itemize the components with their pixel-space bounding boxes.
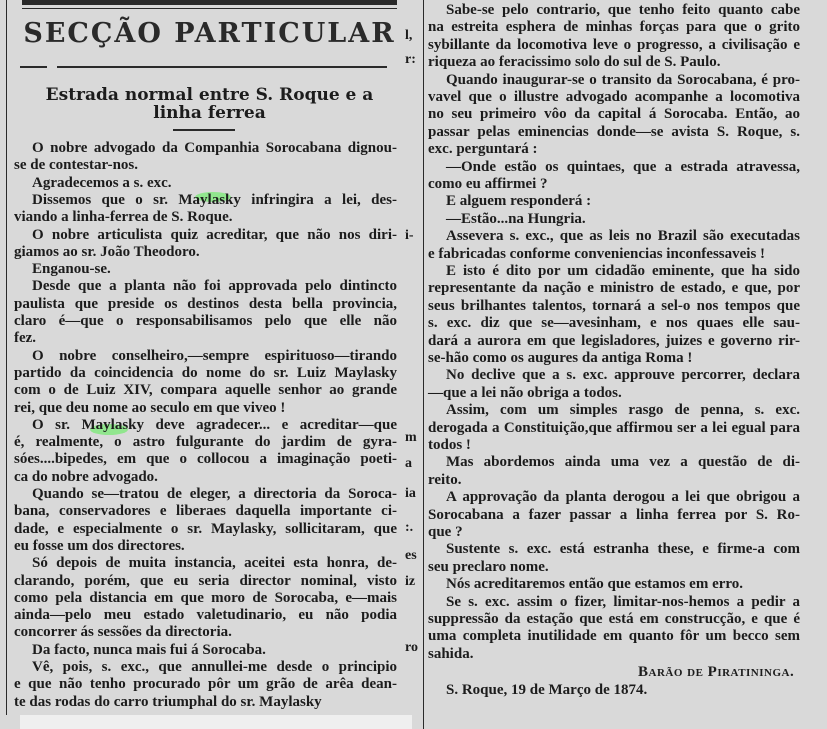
- text-line: sybillante da locomotiva leve o progresso, a civilisação e: [428, 36, 800, 53]
- dateline: S. Roque, 19 de Março de 1874.: [446, 682, 648, 698]
- text-line: exc. perguntará :: [428, 141, 538, 158]
- text-line: —Onde estão os quintaes, que a estrada atravessa,: [446, 158, 800, 175]
- section-title: SECÇÃO PARTICULAR: [23, 18, 396, 49]
- text-line: paulista que preside os destinos desta bella provincia,: [14, 295, 397, 312]
- gutter-fragment: r:: [405, 52, 416, 67]
- gutter-fragment: m: [405, 430, 417, 445]
- text-line: todos !: [428, 437, 471, 453]
- text-line: eu fosse um dos directores.: [14, 537, 185, 554]
- text-line: O sr. Maylasky deve agradecer... e acreditar—que: [32, 416, 397, 433]
- text-line: claro é—que o responsabilisamos pelo que elle não: [14, 313, 397, 329]
- text-line: Sorocabana a fazer passar a linha ferrea por S. Ro-: [428, 506, 800, 523]
- text-line: Vê, pois, s. exc., que annullei-me desde o principio: [32, 659, 397, 675]
- text-line: uma completa inutilidade em quanto fôr um becco sem: [428, 628, 800, 645]
- signature: Barão de Piratininga.: [638, 664, 795, 680]
- text-line: suppressão da estação que está em construcção, e que é: [428, 611, 800, 627]
- text-line: Quando inaugurar-se o transito da Sorocabana, é pro-: [446, 71, 800, 88]
- gutter-fragment: iz: [405, 574, 416, 589]
- text-line: na estreita esphera de minhas forças para que o grito: [428, 19, 800, 36]
- masthead-rule: [20, 66, 47, 68]
- text-line: Agradecemos a s. exc.: [32, 174, 172, 191]
- left-column-border: [6, 0, 7, 715]
- text-line: ca do nobre advogado.: [14, 468, 158, 485]
- text-line: te das rodas do carro triumphal do sr. Maylasky: [14, 693, 322, 710]
- text-line: s. exc. diz que se—avesinham, e nos quaes elle sau-: [428, 315, 800, 332]
- text-line: como pela distancia em que moro de Sorocaba, e—mais: [14, 589, 397, 606]
- text-line: Sabe-se pelo contrario, que tenho feito quanto cabe: [446, 2, 800, 18]
- text-line: Dissemos que o sr. Maylasky infringira a lei, des-: [32, 191, 397, 208]
- text-line: seus brilhantes talentos, tornará a sel-o nos tempos que: [428, 297, 800, 314]
- text-line: ainda—pelo meu estado valetudinario, eu não podia: [14, 607, 397, 624]
- text-line: riqueza ao feracissimo solo do sul de S. Paulo.: [428, 54, 721, 71]
- headline-rule: [173, 129, 235, 131]
- text-line: Da facto, nunca mais fui á Sorocaba.: [32, 641, 266, 658]
- gutter-fragment: :.: [405, 520, 414, 535]
- text-line: concorrer ás sessões da directoria.: [14, 624, 232, 641]
- text-line: No declive que a s. exc. approuve percorrer, declara: [446, 367, 800, 384]
- text-line: rei, que deu nome ao seculo em que viveo !: [14, 399, 286, 416]
- gutter-fragment: ia: [405, 486, 416, 501]
- text-line: se-hão como os augures da antiga Roma !: [428, 350, 693, 366]
- text-line: Desde que a planta não foi approvada pelo dintincto: [32, 278, 397, 295]
- text-line: E alguem responderá :: [446, 193, 592, 210]
- text-line: O nobre advogado da Companhia Sorocabana dignou-: [32, 140, 397, 156]
- text-line: Assim, com um simples rasgo de penna, s. exc.: [446, 402, 800, 419]
- text-line: com o de Luiz XIV, compara aquelle senhor ao grande: [14, 382, 397, 399]
- text-line: derogada a Constituição,que affirmou ser a lei egual para: [428, 419, 800, 436]
- headline-line-2: linha ferrea: [153, 103, 266, 123]
- text-line: representante da nação e ministro de estado, e que, por: [428, 280, 800, 297]
- text-line: vavel que o illustre advogado acompanhe a locomotiva: [428, 89, 800, 105]
- gutter-fragment: es: [405, 548, 417, 563]
- text-line: Só depois de muita instancia, aceitei esta honra, de-: [32, 555, 397, 572]
- text-line: dará a aurora em que legisladores, juizes e governo rir-: [428, 332, 800, 349]
- text-line: giamos ao sr. João Theodoro.: [14, 243, 200, 260]
- text-line: E isto é dito por um cidadão eminente, que ha sido: [446, 263, 800, 279]
- text-line: e que não tenho procurado pôr um grão de arêa dean-: [14, 676, 397, 693]
- top-thin-rule: [22, 8, 397, 9]
- gutter-fragment: i-: [405, 228, 414, 243]
- text-line: como eu affirmei ?: [428, 176, 548, 192]
- text-line: Assevera s. exc., que as leis no Brazil são executadas: [446, 228, 800, 245]
- text-line: —Estão...na Hungria.: [446, 210, 586, 227]
- text-line: e fabricadas conforme conveniencias inconfessaveis !: [428, 245, 766, 262]
- text-line: A approvação da planta derogou a lei que obrigou a: [446, 489, 800, 506]
- text-line: sóes....bipedes, em que o collocou a imaginação poeti-: [14, 451, 397, 468]
- text-line: passar pelas eminencias donde—se avista S. Roque, s.: [428, 123, 800, 140]
- text-line: dade, e especialmente o sr. Maylasky, sollicitaram, que: [14, 520, 397, 537]
- text-line: —que a lei não obriga a todos.: [428, 384, 622, 401]
- text-line: partido da coincidencia do nome do sr. Luiz Maylasky: [14, 364, 397, 381]
- gutter-fragment: l,: [405, 28, 413, 43]
- text-line: Enganou-se.: [32, 261, 111, 278]
- text-line: O nobre articulista quiz acreditar, que não nos diri-: [32, 226, 397, 243]
- column-divider: [423, 0, 424, 729]
- text-line: bana, conservadores e liberaes daquella importante ci-: [14, 503, 397, 520]
- text-line: Quando se—tratou de eleger, a directoria da Soroca-: [32, 486, 397, 502]
- text-line: se de contestar-nos.: [14, 157, 139, 174]
- text-line: no seu primeiro vôo da capital á Sorocaba. Então, ao: [428, 106, 800, 123]
- text-line: é, realmente, o astro fulgurante do jardim de gyra-: [14, 434, 397, 451]
- text-line: sahida.: [428, 645, 474, 662]
- text-line: Se s. exc. assim o fizer, limitar-nos-hemos a pedir a: [446, 593, 800, 610]
- scan-edge: [20, 715, 412, 729]
- text-line: Mas abordemos ainda uma vez a questão de di-: [446, 454, 800, 471]
- text-line: Nós acreditaremos então que estamos em erro.: [446, 576, 744, 593]
- text-line: que ?: [428, 524, 463, 540]
- top-thick-rule: [22, 0, 397, 5]
- gutter-fragment: ro: [405, 640, 418, 655]
- text-line: viando a linha-ferrea de S. Roque.: [14, 209, 233, 226]
- masthead-rule: [57, 66, 387, 68]
- text-line: reito.: [428, 471, 462, 488]
- text-line: O nobre conselheiro,—sempre espirituoso—tirando: [32, 347, 397, 364]
- text-line: fez.: [14, 330, 37, 347]
- gutter-fragment: a: [405, 456, 412, 471]
- headline-line-1: Estrada normal entre S. Roque e a: [45, 85, 374, 105]
- text-line: seu preclaro nome.: [428, 558, 549, 575]
- text-line: clarando, porém, que eu seria director nominal, visto: [14, 572, 397, 589]
- text-line: Sustente s. exc. está estranha these, e firme-a com: [446, 541, 800, 558]
